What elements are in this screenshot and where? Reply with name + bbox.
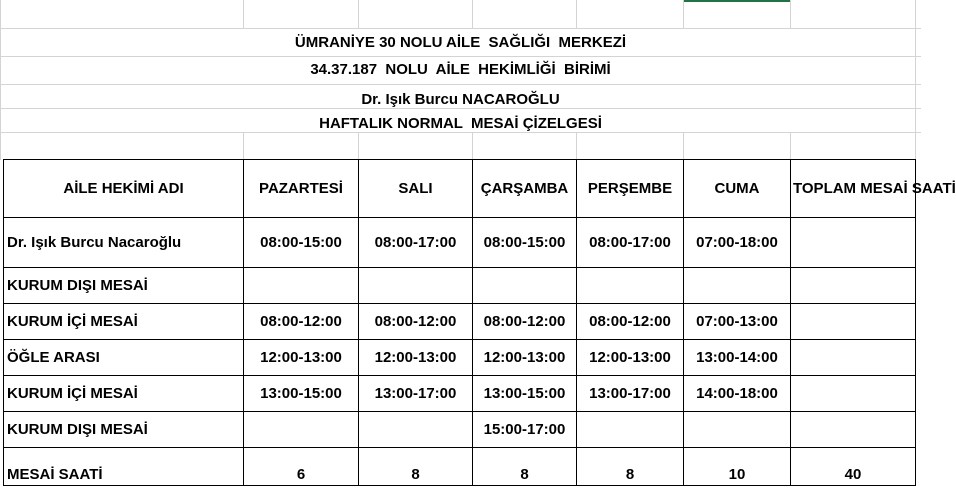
gridline bbox=[243, 0, 244, 28]
gridline bbox=[0, 132, 921, 133]
table-cell[interactable]: 08:00-15:00 bbox=[244, 218, 359, 268]
gridline bbox=[472, 132, 473, 160]
table-cell[interactable] bbox=[684, 268, 791, 304]
gridline bbox=[243, 132, 244, 160]
table-cell[interactable]: 8 bbox=[359, 448, 473, 486]
gridline bbox=[0, 28, 921, 29]
table-cell[interactable]: 08:00-12:00 bbox=[244, 304, 359, 340]
row-label[interactable]: MESAİ SAATİ bbox=[4, 448, 244, 486]
gridline bbox=[683, 132, 684, 160]
gridline bbox=[576, 132, 577, 160]
table-cell[interactable]: 07:00-18:00 bbox=[684, 218, 791, 268]
table-cell[interactable] bbox=[244, 268, 359, 304]
gridline bbox=[0, 56, 921, 57]
table-cell[interactable] bbox=[244, 412, 359, 448]
table-cell[interactable]: 13:00-15:00 bbox=[244, 376, 359, 412]
table-cell[interactable]: 6 bbox=[244, 448, 359, 486]
table-cell[interactable]: 14:00-18:00 bbox=[684, 376, 791, 412]
table-cell[interactable]: 12:00-13:00 bbox=[359, 340, 473, 376]
table-cell[interactable] bbox=[791, 376, 916, 412]
center-name-title: ÜMRANİYE 30 NOLU AİLE SAĞLIĞI MERKEZİ bbox=[294, 34, 627, 51]
column-header-total-hours[interactable]: TOPLAM MESAİ SAATİ bbox=[791, 160, 916, 218]
table-cell[interactable] bbox=[791, 412, 916, 448]
table-cell[interactable] bbox=[791, 218, 916, 268]
row-label[interactable]: KURUM DIŞI MESAİ bbox=[4, 412, 244, 448]
table-row bbox=[4, 412, 916, 448]
schedule-title: HAFTALIK NORMAL MESAİ ÇİZELGESİ bbox=[319, 115, 602, 132]
table-cell[interactable]: 12:00-13:00 bbox=[244, 340, 359, 376]
table-cell[interactable]: 12:00-13:00 bbox=[473, 340, 577, 376]
table-row bbox=[4, 218, 916, 268]
table-cell[interactable]: 08:00-12:00 bbox=[577, 304, 684, 340]
column-header-monday[interactable]: PAZARTESİ bbox=[244, 160, 359, 218]
gridline bbox=[0, 108, 921, 109]
table-cell[interactable]: 13:00-17:00 bbox=[359, 376, 473, 412]
gridline bbox=[472, 0, 473, 28]
sheet-gridlines bbox=[0, 0, 921, 160]
gridline bbox=[683, 0, 684, 28]
table-cell[interactable]: 07:00-13:00 bbox=[684, 304, 791, 340]
table-cell[interactable]: 08:00-12:00 bbox=[473, 304, 577, 340]
doctor-name-title: Dr. Işık Burcu NACAROĞLU bbox=[361, 91, 560, 108]
gridline bbox=[0, 84, 921, 85]
table-cell[interactable]: 8 bbox=[473, 448, 577, 486]
table-cell[interactable]: 40 bbox=[791, 448, 916, 486]
column-header-friday[interactable]: CUMA bbox=[684, 160, 791, 218]
table-cell[interactable]: 08:00-12:00 bbox=[359, 304, 473, 340]
table-cell[interactable] bbox=[577, 412, 684, 448]
table-row-total bbox=[4, 448, 916, 486]
column-header-doctor[interactable]: AİLE HEKİMİ ADI bbox=[4, 160, 244, 218]
weekly-schedule-table bbox=[3, 159, 956, 486]
table-cell[interactable]: 13:00-14:00 bbox=[684, 340, 791, 376]
table-cell[interactable]: 08:00-17:00 bbox=[359, 218, 473, 268]
row-label[interactable]: KURUM İÇİ MESAİ bbox=[4, 376, 244, 412]
row-label[interactable]: Dr. Işık Burcu Nacaroğlu bbox=[4, 218, 244, 268]
selected-cell-indicator bbox=[684, 0, 790, 2]
table-cell[interactable] bbox=[791, 304, 916, 340]
gridline bbox=[790, 0, 791, 28]
table-row bbox=[4, 376, 916, 412]
table-cell[interactable] bbox=[684, 412, 791, 448]
table-row bbox=[4, 304, 916, 340]
row-label[interactable]: KURUM DIŞI MESAİ bbox=[4, 268, 244, 304]
gridline bbox=[790, 132, 791, 160]
gridline bbox=[915, 0, 916, 160]
gridline bbox=[358, 132, 359, 160]
table-cell[interactable]: 13:00-17:00 bbox=[577, 376, 684, 412]
column-header-wednesday[interactable]: ÇARŞAMBA bbox=[473, 160, 577, 218]
table-cell[interactable]: 13:00-15:00 bbox=[473, 376, 577, 412]
unit-number-title: 34.37.187 NOLU AİLE HEKİMLİĞİ BİRİMİ bbox=[310, 61, 611, 78]
gridline bbox=[576, 0, 577, 28]
gridline bbox=[358, 0, 359, 28]
table-row bbox=[4, 268, 916, 304]
table-cell[interactable]: 12:00-13:00 bbox=[577, 340, 684, 376]
table-cell[interactable]: 08:00-17:00 bbox=[577, 218, 684, 268]
column-header-thursday[interactable]: PERŞEMBE bbox=[577, 160, 684, 218]
table-cell[interactable] bbox=[359, 412, 473, 448]
table-cell[interactable]: 08:00-15:00 bbox=[473, 218, 577, 268]
table-cell[interactable]: 10 bbox=[684, 448, 791, 486]
table-cell[interactable] bbox=[577, 268, 684, 304]
gridline bbox=[0, 0, 1, 160]
table-cell[interactable] bbox=[473, 268, 577, 304]
table-header-row bbox=[4, 160, 916, 218]
table-cell[interactable] bbox=[359, 268, 473, 304]
table-cell[interactable] bbox=[791, 340, 916, 376]
column-header-tuesday[interactable]: SALI bbox=[359, 160, 473, 218]
table-row bbox=[4, 340, 916, 376]
table-cell[interactable]: 8 bbox=[577, 448, 684, 486]
row-label[interactable]: KURUM İÇİ MESAİ bbox=[4, 304, 244, 340]
row-label[interactable]: ÖĞLE ARASI bbox=[4, 340, 244, 376]
table-cell[interactable] bbox=[791, 268, 916, 304]
table-cell[interactable]: 15:00-17:00 bbox=[473, 412, 577, 448]
